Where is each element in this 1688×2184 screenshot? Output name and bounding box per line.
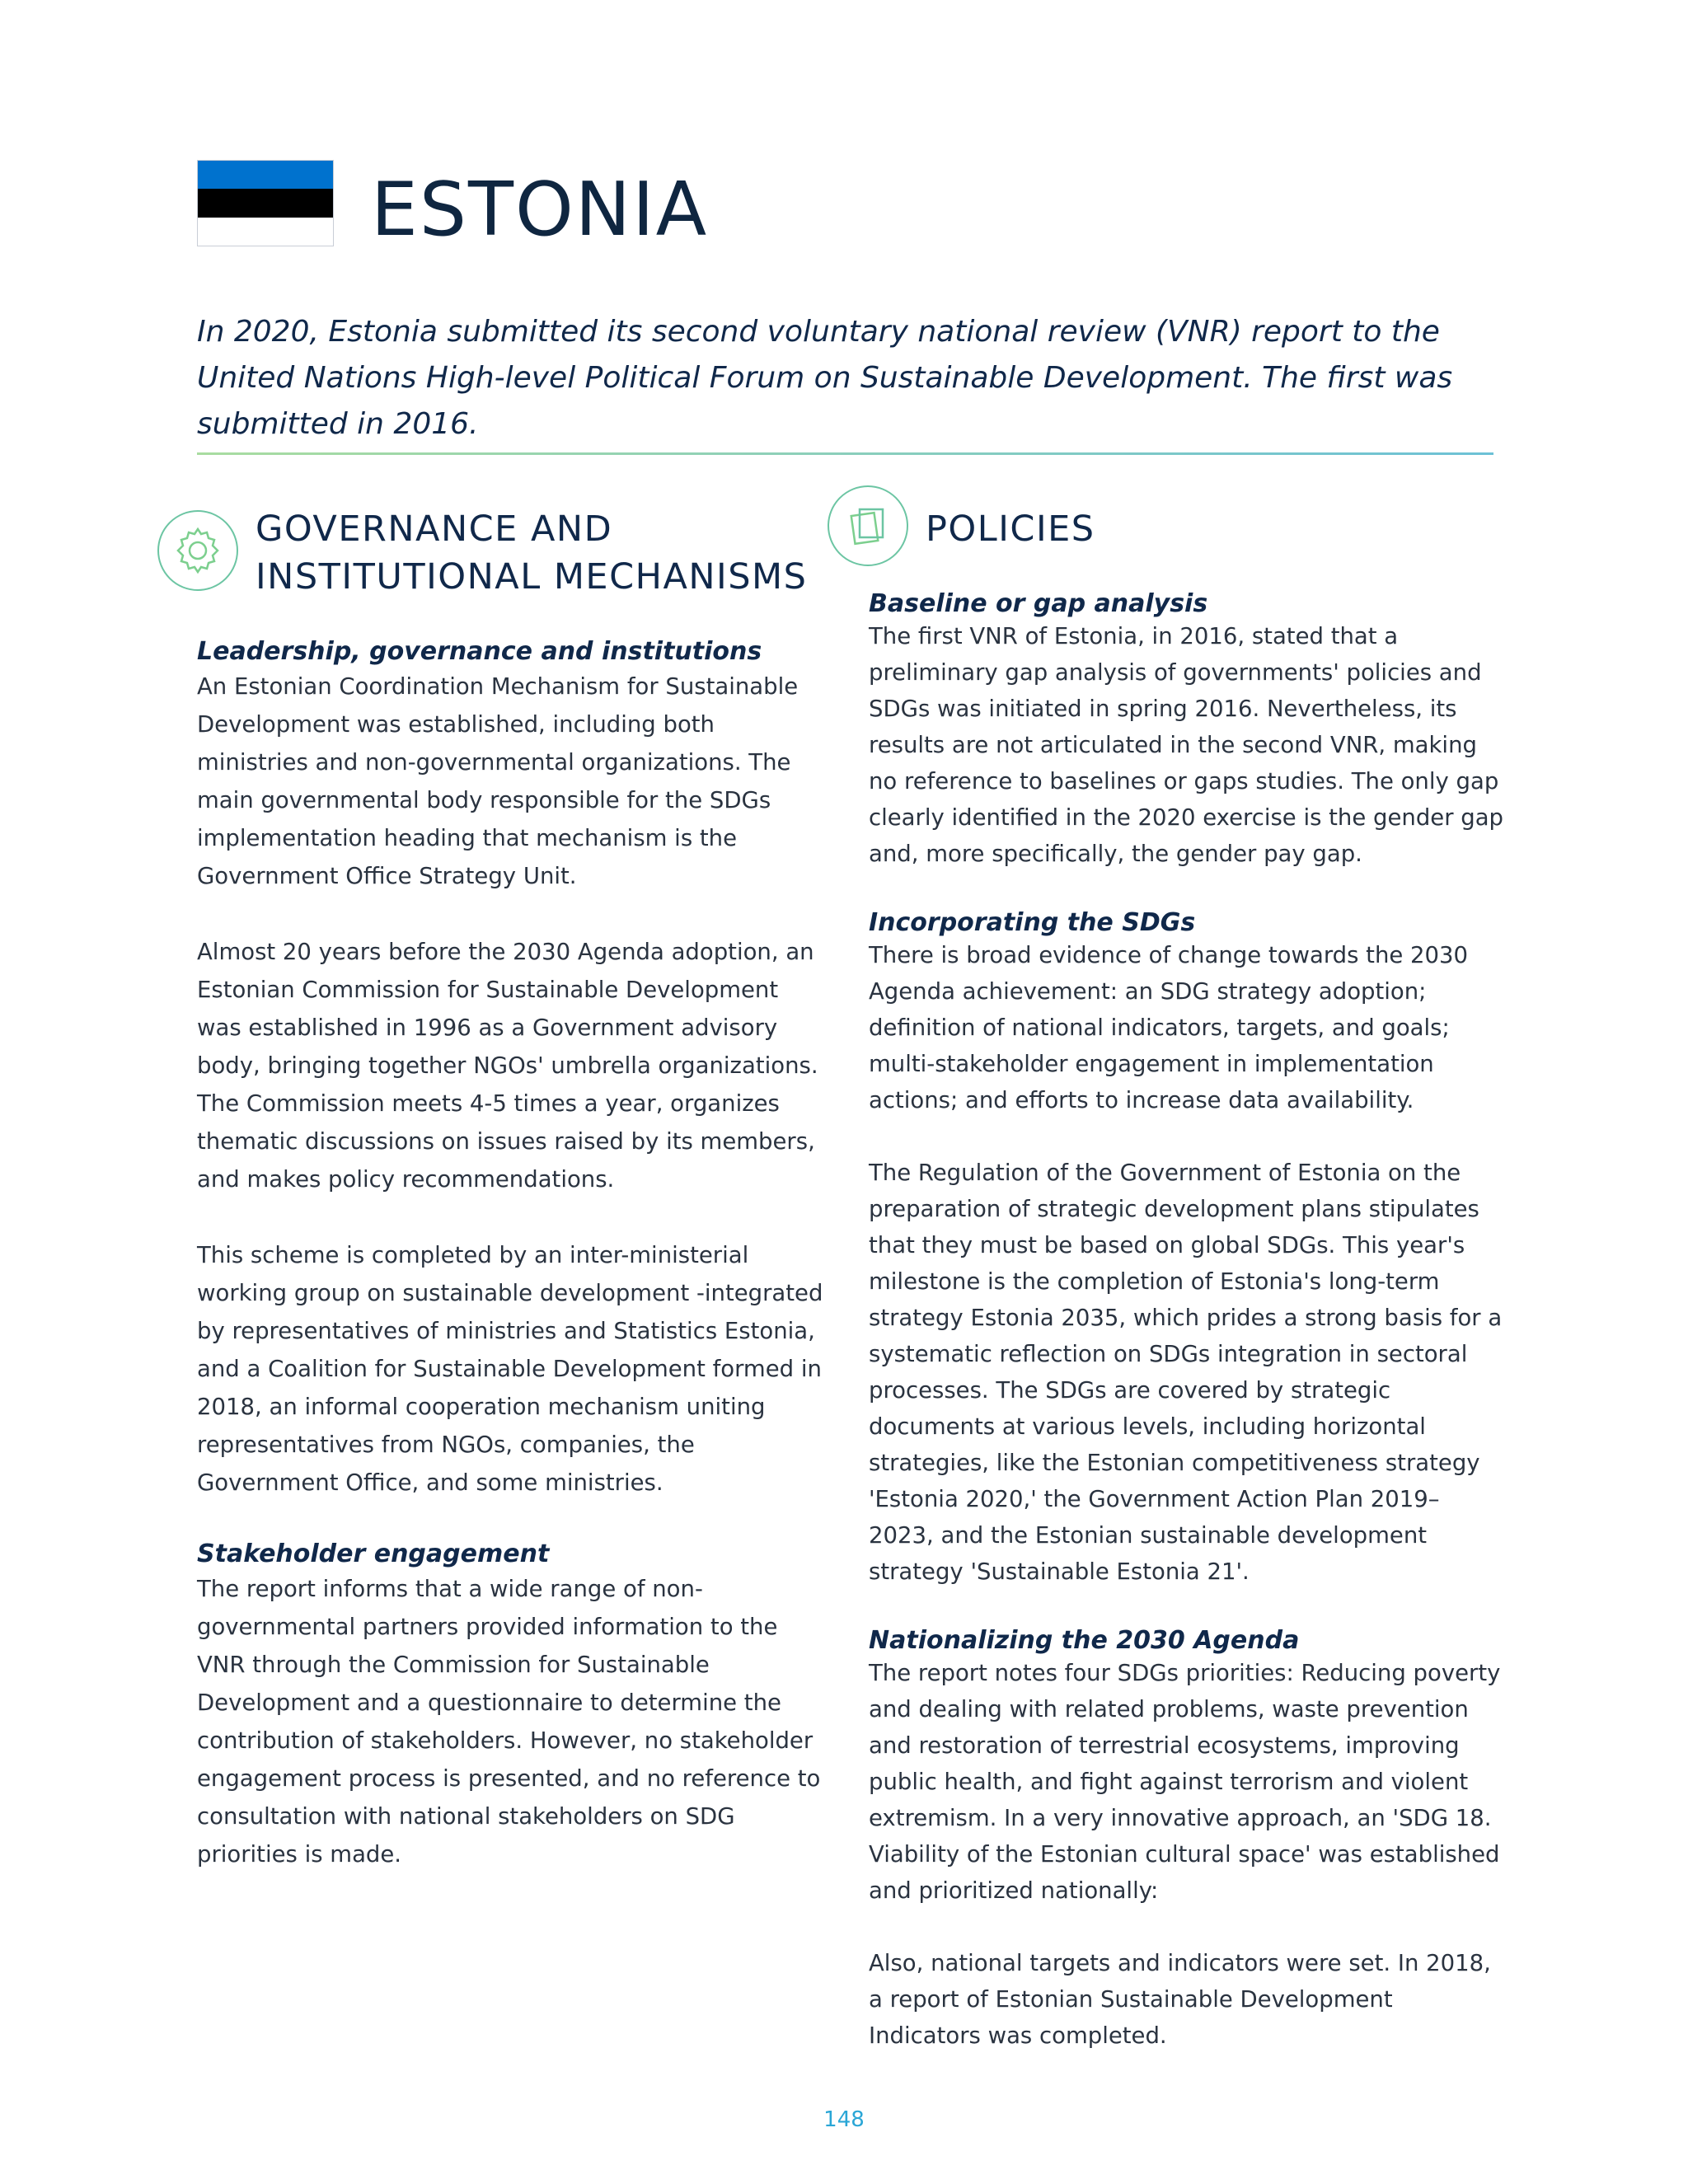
flag-stripe-black — [198, 189, 333, 217]
subheading-stakeholder: Stakeholder engagement — [197, 1540, 550, 1568]
policies-paragraph-3: The Regulation of the Government of Estonia on the preparation of strategic development plans stipulates that they must be based on global SDGs. This year's milestone is the completion of Estonia's long-term strategy Estonia 2035, which prides a strong basis for a systematic reflection on SDGs integration in sectoral processes. The SDGs are covered by strategic documents at various levels, including horizontal strategies, like the Estonian competitiveness strategy 'Estonia 2020,' the Government Action Plan 2019–2023, and the Estonian sustainable development strategy 'Sustainable Estonia 21'. — [869, 1160, 1503, 1585]
policies-paragraph-1: The first VNR of Estonia, in 2016, stated that a preliminary gap analysis of governments' policies and SDGs was initiated in spring 2016. Nevertheless, its results are not articulated in the second VNR, making no reference to baselines or gaps studies. The only gap clearly identified in the 2020 exercise is the gender gap and, more specifically, the gender pay gap. — [869, 623, 1504, 867]
policies-paragraph-2: There is broad evidence of change towards the 2030 Agenda achievement: an SDG strategy adoption; definition of national indicators, targets, and goals; multi-stakeholder engagement in implementation actions; and efforts to increase data availability. — [869, 942, 1469, 1113]
intro-text: In 2020, Estonia submitted its second voluntary national review (VNR) report to the United Nations High-level Political Forum on Sustainable Development. The first was submitted in 2016. — [197, 315, 1453, 441]
policies-column — [869, 589, 1503, 2054]
subheading-incorporating: Incorporating the SDGs — [869, 908, 1196, 937]
governance-paragraph-3: This scheme is completed by an inter-ministerial working group on sustainable development -integrated by representatives of ministries and Statistics Estonia, and a Coalition for Sustainable Development formed in 2018, an informal cooperation mechanism uniting representatives from NGOs, companies, the Government Office, and some ministries. — [197, 1242, 823, 1496]
policies-paragraph-5: Also, national targets and indicators were set. In 2018, a report of Estonian Sustainable Development Indicators was completed. — [869, 1950, 1491, 2049]
policies-heading: POLICIES — [926, 509, 1095, 550]
subheading-nationalizing: Nationalizing the 2030 Agenda — [869, 1626, 1300, 1655]
gear-icon — [157, 510, 238, 591]
governance-paragraph-2: Almost 20 years before the 2030 Agenda adoption, an Estonian Commission for Sustainable Development was established in 1996 as a Government advisory body, bringing together NGOs' umbrella organizations. The Commission meets 4-5 times a year, organizes thematic discussions on issues raised by its members, and makes policy recommendations. — [197, 939, 818, 1193]
subheading-leadership: Leadership, governance and institutions — [197, 637, 762, 666]
documents-icon — [828, 485, 908, 566]
policies-paragraph-4: The report notes four SDGs priorities: Reducing poverty and dealing with related problems, waste prevention and restoration of terrestrial ecosystems, improving public health, and fight against terrorism and violent extremism. In a very innovative approach, an 'SDG 18. Viability of the Estonian cultural space' was established and prioritized nationally: — [869, 1660, 1501, 1904]
governance-heading: GOVERNANCE AND INSTITUTIONAL MECHANISMS — [256, 509, 808, 598]
estonia-flag — [197, 160, 334, 246]
governance-column — [197, 637, 828, 1873]
governance-paragraph-1: An Estonian Coordination Mechanism for Sustainable Development was established, including both ministries and non-governmental organizations. The main governmental body responsible for the SDGs implementation heading that mechanism is the Government Office Strategy Unit. — [197, 673, 799, 889]
flag-stripe-white — [198, 218, 333, 246]
page-title: ESTONIA — [371, 166, 709, 253]
divider — [197, 452, 1493, 455]
governance-paragraph-4: The report informs that a wide range of non-governmental partners provided information to the VNR through the Commission for Sustainable Development and a questionnaire to determine the contribution of stakeholders. However, no stakeholder engagement process is presented, and no reference to consultation with national stakeholders on SDG priorities is made. — [197, 1576, 821, 1868]
subheading-baseline: Baseline or gap analysis — [869, 589, 1208, 618]
flag-stripe-blue — [198, 161, 333, 189]
page-number: 148 — [823, 2107, 865, 2132]
